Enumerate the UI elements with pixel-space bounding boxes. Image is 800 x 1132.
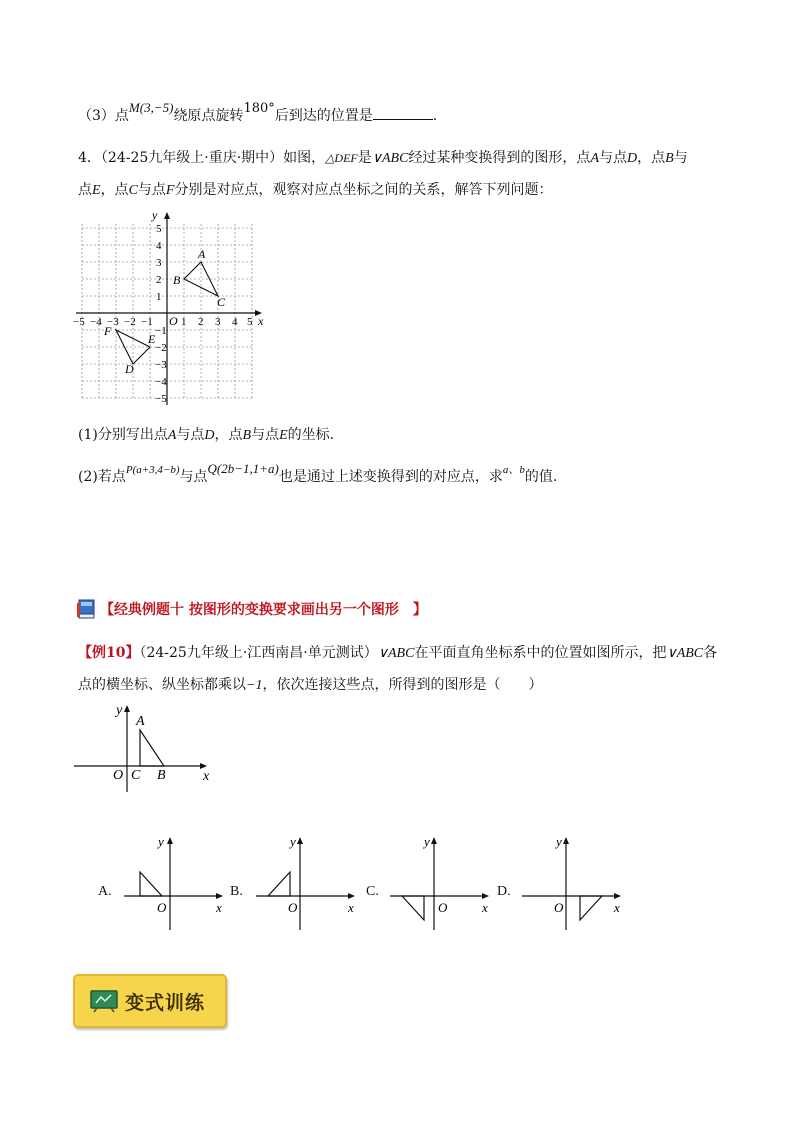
x-tick-label: −1 [141,316,153,328]
option-c-figure[interactable] [388,832,498,932]
y-axis-label: y [116,703,123,718]
option-b-triangle [268,872,290,896]
x-tick-label: −2 [124,316,136,328]
x-tick-label: 3 [215,316,221,328]
section-title: 【经典例题十 按图形的变换要求画出另一个图形 】 [100,602,427,618]
triangle-def [116,330,150,364]
q3-line: （3）点M(3,−5)绕原点旋转180°后到达的位置是 . [78,100,438,124]
vertex-c-label: C [217,295,226,309]
vertex-b-label: B [173,273,181,287]
x-tick-label: 1 [181,316,187,328]
x-tick-label: 5 [247,316,253,328]
vertex-a-label: A [136,714,145,729]
x-axis-label: x [216,900,222,915]
x-tick-label: −3 [107,316,119,328]
x-axis-label: x [348,900,354,915]
y-tick-labels [155,223,167,405]
y-axis-label: y [556,834,562,849]
y-axis-arrow [164,212,170,219]
book-icon [76,598,98,620]
y-tick-label: 5 [156,223,162,235]
option-c-triangle [402,896,424,920]
ex10-figure [70,700,220,795]
y-axis-label: y [158,834,164,849]
ex10-line2: 点的横坐标、纵坐标都乘以−1，依次连接这些点，所得到的图形是（ ） [78,677,543,693]
option-a-triangle [140,872,162,896]
option-b-label[interactable]: B. [230,884,243,899]
triangle-abc [140,730,164,766]
option-d-figure[interactable] [520,832,630,932]
origin-label: O [554,900,564,915]
vertex-c-label: C [131,768,141,783]
y-tick-label: 3 [156,257,162,269]
origin-label: O [288,900,298,915]
q4-line2: 点E，点C与点F分别是对应点，观察对应点坐标之间的关系，解答下列问题： [78,182,553,198]
vertex-b-label: B [157,768,166,783]
q4-sub2: (2)若点$^{P(a+3,4-b)}$与点Q(2b−1,1+a)也是通过上述变换得到的对应点，求$^{a、b}$的值. [78,461,558,485]
y-axis-label: y [152,208,158,222]
y-tick-label: −4 [155,376,167,388]
y-tick-label: 4 [156,240,162,252]
ex10-line1: 【例10】（24-25九年级上·江西南昌·单元测试）∨ABC在平面直角坐标系中的位置如图所示，把∨ABC各 [78,645,718,661]
chalkboard-icon [89,989,119,1013]
coordinate-grid-figure [72,205,272,410]
vertex-f-label: F [104,324,112,338]
option-b-figure[interactable] [254,832,364,932]
x-tick-label: −5 [73,316,85,328]
point-m: M(3,−5) [128,100,174,115]
option-d-label[interactable]: D. [497,884,511,899]
origin-label: O [157,900,167,915]
x-tick-label: 2 [198,316,204,328]
angle-180: 180° [243,101,275,116]
origin-label: O [113,768,124,783]
option-c-label[interactable]: C. [366,884,379,899]
y-tick-label: 2 [156,274,162,286]
badge-label: 变式训练 [125,992,206,1014]
answer-blank[interactable] [373,105,433,120]
option-d-triangle [580,896,602,920]
q4-line1: 4．（24-25九年级上·重庆·期中）如图，△DEF是∨ABC经过某种变换得到的图形，点A与点D，点B与 [78,150,688,166]
origin-label: O [169,314,178,328]
y-tick-label: −5 [155,393,167,405]
triangle-abc [184,262,218,296]
option-a-label[interactable]: A. [98,884,112,899]
vertex-d-label: D [125,362,134,376]
variant-training-badge [73,974,227,1028]
y-tick-label: −3 [155,359,167,371]
vertex-a-label: A [198,247,206,261]
q4-sub1: (1)分别写出点A与点D，点B与点E的坐标. [78,427,335,443]
x-tick-label: 4 [232,316,238,328]
y-axis-label: y [424,834,430,849]
origin-label: O [438,900,448,915]
y-tick-label: 1 [156,291,162,303]
x-axis-label: x [614,900,620,915]
x-axis-label: x [258,314,264,328]
y-tick-label: −1 [155,325,167,337]
y-tick-label: −2 [155,342,167,354]
x-axis-label: x [203,769,210,784]
x-axis-label: x [482,900,488,915]
y-axis-arrow [124,705,130,712]
x-tick-label: −4 [90,316,102,328]
option-a-figure[interactable] [122,832,232,932]
vertex-e-label: E [148,332,156,346]
vertex-labels [103,247,226,376]
y-axis-label: y [290,834,296,849]
